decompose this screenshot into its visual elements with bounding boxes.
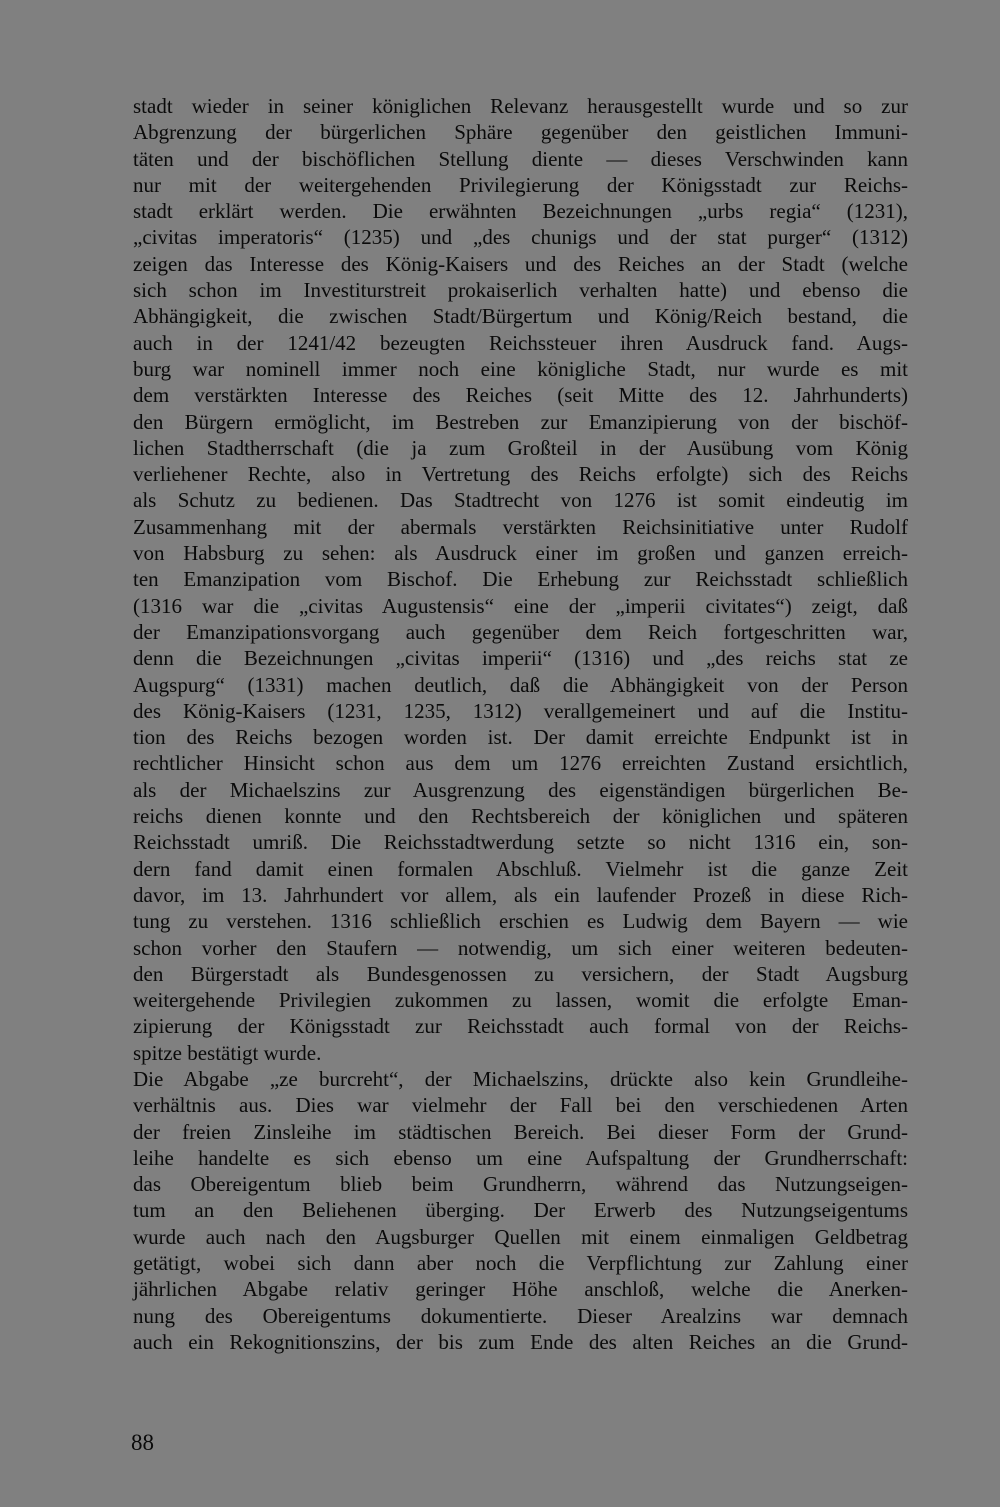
text-line: Augspurg“ (1331) machen deutlich, daß die Abhängigkeit von der Person <box>133 672 908 697</box>
text-line: von Habsburg zu sehen: als Ausdruck einer im großen und ganzen erreich- <box>133 541 908 566</box>
page-number: 88 <box>131 1430 154 1455</box>
text-line: reichs dienen konnte und den Rechtsbereich der königlichen und späteren <box>133 804 908 829</box>
text-line: sich schon im Investiturstreit prokaiserlich verhalten hatte) und ebenso die <box>133 278 908 303</box>
text-line: verliehener Rechte, also in Vertretung des Reichs erfolgte) sich des Reichs <box>133 462 908 487</box>
text-line: stadt erklärt werden. Die erwähnten Bezeichnungen „urbs regia“ (1231), <box>133 199 908 224</box>
text-line: zipierung der Königsstadt zur Reichsstadt auch formal von der Reichs- <box>133 1014 908 1039</box>
text-line: tung zu verstehen. 1316 schließlich erschien es Ludwig dem Bayern — wie <box>133 909 908 934</box>
body-text <box>133 93 908 1355</box>
text-line: der freien Zinsleihe im städtischen Bereich. Bei dieser Form der Grund- <box>133 1119 908 1144</box>
text-line: leihe handelte es sich ebenso um eine Aufspaltung der Grundherrschaft: <box>133 1145 908 1170</box>
text-line: stadt wieder in seiner königlichen Relevanz herausgestellt wurde und so zur <box>133 94 908 118</box>
text-line: Die Abgabe „ze burcreht“, der Michaelszins, drückte also kein Grundleihe- <box>133 1066 908 1091</box>
text-line: jährlichen Abgabe relativ geringer Höhe anschloß, welche die Anerken- <box>133 1277 908 1302</box>
text-line: wurde auch nach den Augsburger Quellen mit einem einmaligen Geldbetrag <box>133 1224 908 1249</box>
text-line: getätigt, wobei sich dann aber noch die Verpflichtung zur Zahlung einer <box>133 1251 908 1276</box>
text-line: „civitas imperatoris“ (1235) und „des chunigs und der stat purger“ (1312) <box>133 225 908 250</box>
text-line: dem verstärkten Interesse des Reiches (seit Mitte des 12. Jahrhunderts) <box>133 383 908 408</box>
text-line: (1316 war die „civitas Augustensis“ eine der „imperii civitates“) zeigt, daß <box>133 593 908 618</box>
text-line: burg war nominell immer noch eine königliche Stadt, nur wurde es mit <box>133 356 908 381</box>
text-line: verhältnis aus. Dies war vielmehr der Fall bei den verschiedenen Arten <box>133 1093 908 1118</box>
text-line: tion des Reichs bezogen worden ist. Der damit erreichte Endpunkt ist in <box>133 725 908 750</box>
text-line: lichen Stadtherrschaft (die ja zum Großteil in der Ausübung vom König <box>133 435 908 460</box>
text-line: täten und der bischöflichen Stellung diente — dieses Verschwinden kann <box>133 146 908 171</box>
text-line: Zusammenhang mit der abermals verstärkten Reichsinitiative unter Rudolf <box>133 514 908 539</box>
text-line: ten Emanzipation vom Bischof. Die Erhebung zur Reichsstadt schließlich <box>133 567 908 592</box>
text-line: spitze bestätigt wurde. <box>133 1040 322 1065</box>
text-line: dern fand damit einen formalen Abschluß. Vielmehr ist die ganze Zeit <box>133 856 908 881</box>
text-line: das Obereigentum blieb beim Grundherrn, während das Nutzungseigen- <box>133 1172 908 1197</box>
text-line: auch ein Rekognitionszins, der bis zum Ende des alten Reiches an die Grund- <box>133 1329 908 1354</box>
text-line: des König-Kaisers (1231, 1235, 1312) verallgemeinert und auf die Institu- <box>133 698 908 723</box>
text-line: nung des Obereigentums dokumentierte. Dieser Arealzins war demnach <box>133 1303 908 1328</box>
text-line: denn die Bezeichnungen „civitas imperii“ (1316) und „des reichs stat ze <box>133 646 908 671</box>
text-line: als der Michaelszins zur Ausgrenzung des eigenständigen bürgerlichen Be- <box>133 777 908 802</box>
text-line: Abgrenzung der bürgerlichen Sphäre gegenüber den geistlichen Immuni- <box>133 120 908 145</box>
text-line: tum an den Beliehenen überging. Der Erwerb des Nutzungseigentums <box>133 1198 908 1223</box>
text-line: davor, im 13. Jahrhundert vor allem, als ein laufender Prozeß in diese Rich- <box>133 882 908 907</box>
text-line: zeigen das Interesse des König-Kaisers und des Reiches an der Stadt (welche <box>133 251 908 276</box>
text-line: Abhängigkeit, die zwischen Stadt/Bürgertum und König/Reich bestand, die <box>133 304 908 329</box>
text-line: als Schutz zu bedienen. Das Stadtrecht von 1276 ist somit eindeutig im <box>133 488 908 513</box>
text-line: den Bürgern ermöglicht, im Bestreben zur Emanzipierung von der bischöf- <box>133 409 908 434</box>
text-line: der Emanzipationsvorgang auch gegenüber dem Reich fortgeschritten war, <box>133 619 908 644</box>
text-line: rechtlicher Hinsicht schon aus dem um 1276 erreichten Zustand ersichtlich, <box>133 751 908 776</box>
text-line: schon vorher den Staufern — notwendig, um sich einer weiteren bedeuten- <box>133 935 908 960</box>
text-line: den Bürgerstadt als Bundesgenossen zu versichern, der Stadt Augsburg <box>133 961 908 986</box>
text-line: Reichsstadt umriß. Die Reichsstadtwerdung setzte so nicht 1316 ein, son- <box>133 830 908 855</box>
text-line: nur mit der weitergehenden Privilegierung der Königsstadt zur Reichs- <box>133 172 908 197</box>
text-line: weitergehende Privilegien zukommen zu lassen, womit die erfolgte Eman- <box>133 988 908 1013</box>
text-line: auch in der 1241/42 bezeugten Reichssteuer ihren Ausdruck fand. Augs- <box>133 330 908 355</box>
